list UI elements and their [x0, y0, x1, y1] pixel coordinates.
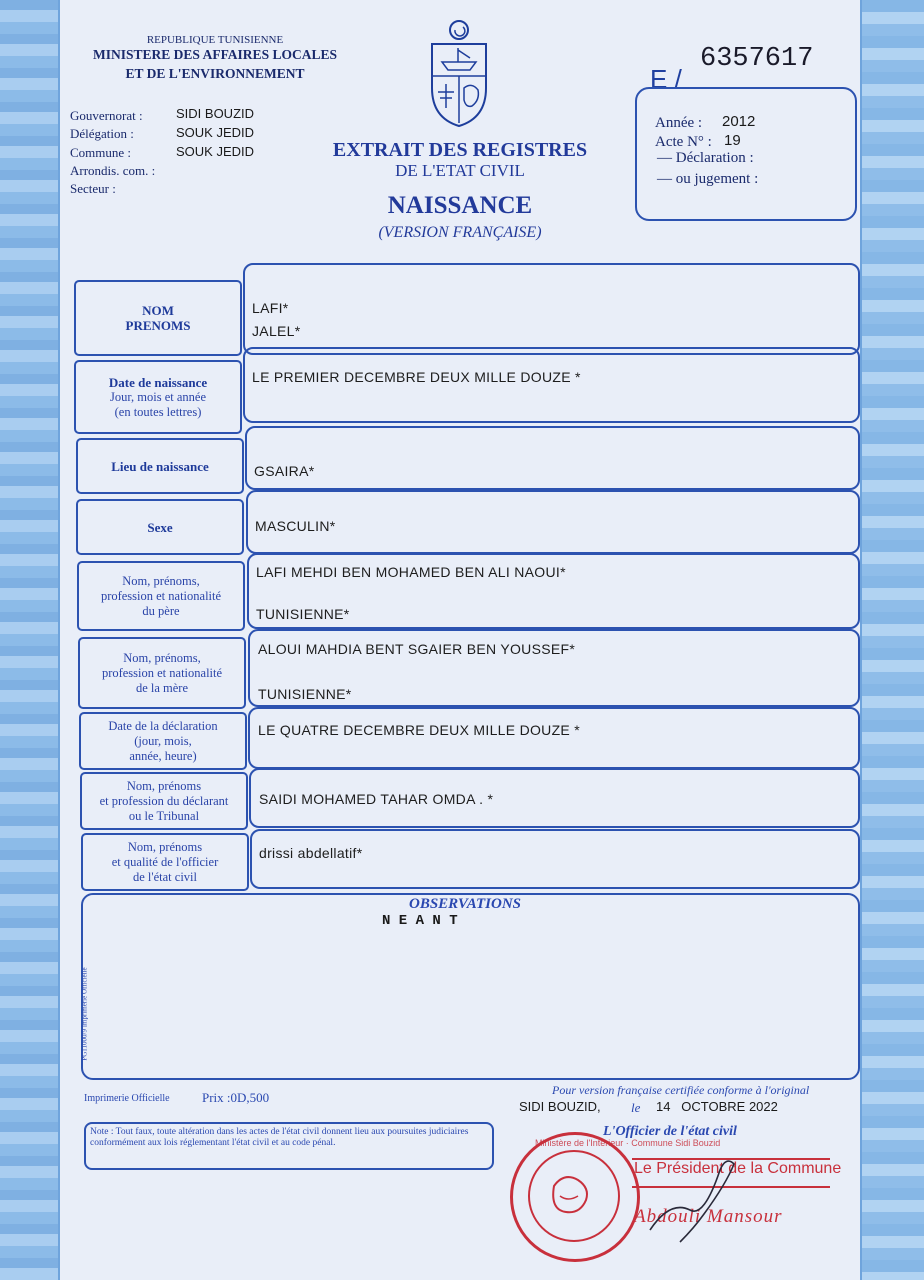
certified-text: Pour version française certifiée conforme à l'original: [552, 1083, 810, 1097]
officier-label-3: de l'état civil: [132, 869, 198, 884]
birthplace-label-cell: [76, 438, 244, 494]
pere-value-2: TUNISIENNE*: [256, 606, 350, 622]
officer-label-cell: [81, 833, 249, 891]
dob-label-3: (en toutes lettres): [114, 404, 202, 419]
dob-value: LE PREMIER DECEMBRE DEUX MILLE DOUZE *: [252, 369, 581, 385]
mere-label-1: Nom, prénoms,: [123, 650, 201, 665]
sex-label-cell: [76, 499, 244, 555]
seal-emblem-icon: [510, 1132, 634, 1256]
mother-label-cell: [78, 637, 246, 709]
officier-label-2: et qualité de l'officier: [111, 854, 219, 869]
gouvernorat-label: Gouvernorat :: [70, 108, 143, 123]
declarant-label-cell: [80, 772, 248, 830]
document-title-line-1: EXTRAIT DES REGISTRES: [332, 139, 588, 161]
delegation-value: SOUK JEDID: [176, 125, 255, 140]
dob-label-2: Jour, mois et année: [109, 389, 206, 404]
printer-label: Imprimerie Officielle: [84, 1093, 170, 1104]
nom-value: LAFI*: [252, 300, 289, 316]
declaration-date-label-cell: [79, 712, 247, 770]
declarant-label-3: ou le Tribunal: [128, 808, 200, 823]
observations-label: OBSERVATIONS: [409, 896, 521, 912]
signature-icon: [640, 1150, 760, 1250]
declarant-label-2: et profession du déclarant: [99, 793, 229, 808]
name-label-cell: [74, 280, 242, 356]
issue-le: le: [631, 1100, 641, 1115]
decl-value: LE QUATRE DECEMBRE DEUX MILLE DOUZE *: [258, 722, 581, 738]
declarant-value: SAIDI MOHAMED TAHAR OMDA . *: [259, 791, 494, 807]
document-title-line-2: DE L'ETAT CIVIL: [395, 161, 525, 180]
sex-field: [246, 490, 860, 554]
arrondissement-label: Arrondis. com. :: [70, 163, 156, 178]
declarant-label-1: Nom, prénoms: [126, 778, 202, 793]
pere-label-2: profession et nationalité: [100, 588, 222, 603]
version-label: (VERSION FRANÇAISE): [378, 224, 542, 241]
pere-value-1: LAFI MEHDI BEN MOHAMED BEN ALI NAOUI*: [256, 564, 566, 580]
lieu-value: GSAIRA*: [254, 463, 315, 479]
observations-box: [81, 893, 860, 1080]
coat-of-arms-icon: [424, 18, 494, 130]
decorative-border-right: [860, 0, 924, 1280]
mere-label-2: profession et nationalité: [101, 665, 223, 680]
officier-label-1: Nom, prénoms: [127, 839, 203, 854]
nom-label: NOM: [142, 303, 174, 318]
legal-note: Note : Tout faux, toute altération dans les actes de l'état civil donnent lieu aux poursuites judiciaires conformément aux lois réglementant l'état civil et au code pénal.: [90, 1127, 469, 1148]
pere-label-3: du père: [142, 603, 180, 618]
pere-label-1: Nom, prénoms,: [122, 573, 200, 588]
dob-label-1: Date de naissance: [108, 374, 208, 390]
prenoms-value: JALEL*: [252, 323, 301, 339]
delegation-label: Délégation :: [70, 126, 134, 141]
father-label-cell: [77, 561, 245, 631]
president-name: Abdouli Mansour: [634, 1206, 783, 1227]
issue-date: 14 OCTOBRE 2022: [656, 1099, 778, 1114]
serial-prefix: E /: [650, 64, 682, 94]
sexe-value: MASCULIN*: [255, 518, 336, 534]
ministry-line-1: MINISTERE DES AFFAIRES LOCALES: [93, 47, 337, 62]
decl-label-2: (jour, mois,: [134, 733, 192, 748]
name-field: [243, 263, 860, 355]
annee-label: Année :: [655, 115, 703, 131]
secteur-label: Secteur :: [70, 181, 116, 196]
declaration-date-field: [248, 707, 860, 769]
seal-text: Ministère de l'Intérieur · Commune Sidi Bouzid: [535, 1138, 721, 1148]
acte-value: 19: [724, 132, 741, 149]
decl-label-1: Date de la déclaration: [108, 718, 218, 733]
acte-label: Acte N° :: [655, 134, 712, 150]
serial-number: 6357617: [700, 44, 814, 74]
prenoms-label: PRENOMS: [125, 318, 191, 333]
issue-place: SIDI BOUZID,: [519, 1099, 601, 1114]
ministry-line-2: ET DE L'ENVIRONNEMENT: [125, 66, 305, 81]
dob-field: [243, 347, 860, 423]
commune-label: Commune :: [70, 145, 132, 160]
side-print-code: PG11000/9 Imprimerie Officielle: [80, 967, 89, 1061]
lieu-label: Lieu de naissance: [111, 458, 209, 474]
dob-label-cell: [74, 360, 242, 434]
observations-value: N E A N T: [382, 913, 458, 929]
commune-value: SOUK JEDID: [176, 144, 255, 159]
document-type: NAISSANCE: [387, 192, 533, 219]
decl-label-3: année, heure): [129, 748, 197, 763]
mere-value-2: TUNISIENNE*: [258, 686, 352, 702]
annee-value: 2012: [722, 113, 756, 130]
mere-label-3: de la mère: [135, 680, 189, 695]
birthplace-field: [245, 426, 860, 490]
sexe-label: Sexe: [147, 519, 173, 535]
mere-value-1: ALOUI MAHDIA BENT SGAIER BEN YOUSSEF*: [258, 641, 576, 657]
jugement-label: — ou jugement :: [657, 171, 759, 187]
price-label: Prix :0D,500: [202, 1090, 270, 1105]
officier-value: drissi abdellatif*: [259, 845, 363, 861]
officer-title: L'Officier de l'état civil: [603, 1124, 737, 1139]
declaration-label: — Déclaration :: [657, 150, 754, 166]
president-stamp-text: Le Président de la Commune: [634, 1160, 842, 1177]
decorative-border-left: [0, 0, 60, 1280]
republic-label: REPUBLIQUE TUNISIENNE: [146, 34, 284, 46]
gouvernorat-value: SIDI BOUZID: [176, 106, 255, 121]
